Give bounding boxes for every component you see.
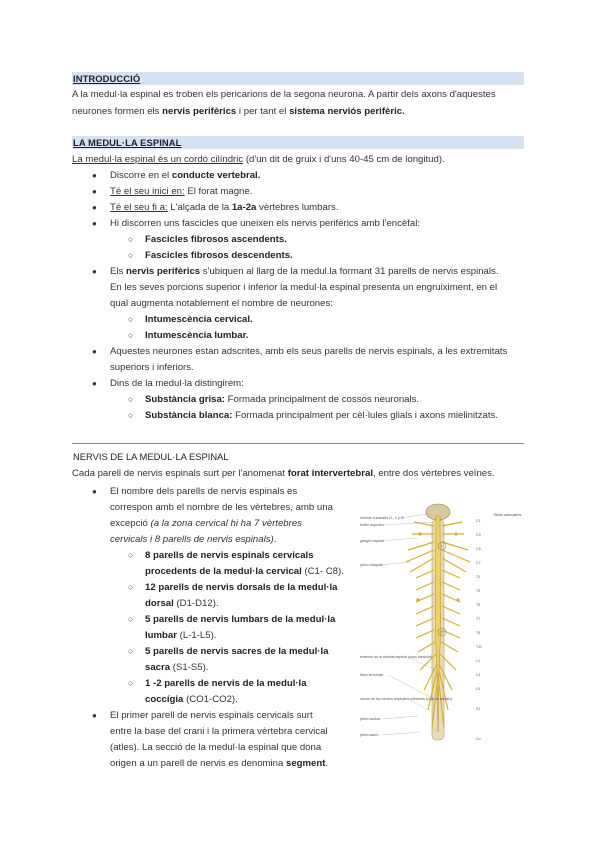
medulla-bullet-3: Té el seu fi a: L'alçada de la 1a-2a vèrtebres lumbars. [110,202,339,213]
bullet-icon: ● [92,219,97,228]
section-title-medulla: LA MEDUL·LA ESPINAL [73,137,182,148]
medulla-sub-6: Substància blanca: Formada principalment per cèl·lules glials i axons mielinitzats. [145,410,498,421]
nervis-bullet-2-line-4: origen a un parell de nervis es denomina segment. [110,758,329,769]
figure-label: plexo lumbar [360,717,381,721]
vertebra-label: L3 [476,673,480,677]
figure-label: plexo braquial [360,563,383,567]
nervis-bullet-1-line-2: correspon amb el nombre de les vèrtebres, amb una [110,502,333,513]
vertebra-label: Co [476,737,481,741]
bullet-icon: ● [92,347,97,356]
circle-bullet-icon: ○ [128,646,134,656]
figure-label: bulbo raquídeo [360,523,384,527]
figure-label: fibras radiculares [494,513,522,517]
medulla-definition: La medul·la espinal és un cordó cilíndric (d'un dit de gruix i d'uns 40-45 cm de longitud). [72,154,445,165]
nervis-sub-3: 5 parells de nervis lumbars de la medul·la [145,614,336,625]
figure-label: raíces de los nervios espinales inferiores (cola de caballo) [360,697,453,701]
medulla-sub-3: Intumescència cervical. [145,314,253,325]
vertebra-label: C5 [476,547,481,551]
figure-label: ganglio espinal [360,539,384,543]
bullet-icon: ● [92,267,97,276]
vertebra-label: S1 [476,707,481,711]
circle-bullet-icon: ○ [128,394,134,404]
circle-bullet-icon: ○ [128,330,134,340]
nervis-sub-1: 8 parells de nervis espinals cervicals [145,550,314,561]
vertebra-label: T7 [476,617,481,621]
figure-label: plexo sacro [360,733,379,737]
circle-bullet-icon: ○ [128,250,134,260]
circle-bullet-icon: ○ [128,410,134,420]
vertebra-label: T9 [476,631,481,635]
figure-mark: 1 [440,544,443,549]
nervis-sub-2-line-2: dorsal (D1-D12). [145,598,219,609]
medulla-bullet-5-line-3: qual augmenta notablement el nombre de neurones: [110,298,333,309]
medulla-bullet-2: Té el seu inici en: El forat magne. [110,186,253,197]
nervis-sub-5-line-2: coccígia (CO1-CO2). [145,694,238,705]
medulla-sub-4: Intumescència lumbar. [145,330,249,341]
intro-paragraph-line-2: neurones formen els nervis perifèrics i per tant el sistema nerviós perifèric. [72,106,405,117]
medulla-sub-5: Substància grisa: Formada principalment de cossos neuronals. [145,394,420,405]
nervis-sub-4: 5 parells de nervis sacres de la medul·la [145,646,329,657]
medulla-bullet-7: Dins de la medul·la distingirem: [110,378,244,389]
nervis-bullet-1-line-4: cervicals i 8 parells de nervis espinals). [110,534,277,545]
nervis-sub-2: 12 parells de nervis dorsals de la medul·la [145,582,338,593]
medulla-bullet-4: Hi discorren uns fascicles que uneixen els nervis perifèrics amb l'encèfal: [110,218,421,229]
vertebra-label: C3 [476,533,481,537]
nervis-sub-4-line-2: sacra (S1-S5). [145,662,209,673]
circle-bullet-icon: ○ [128,314,134,324]
nervis-sub-1-line-2: procedents de la medul·la cervical (C1- C8). [145,566,344,577]
nervis-bullet-1-line-3: excepció (a la zona cervical hi ha 7 vèrtebres [110,518,302,529]
vertebra-label: C7 [476,561,481,565]
section-title-intro: INTRODUCCIÓ [73,73,141,84]
spinal-cord-illustration [358,500,524,746]
medulla-sub-2: Fascicles fibrosos descendents. [145,250,293,261]
figure-label: nervios craneales IX, X y XI [360,516,405,520]
section-title-nervis: NERVIS DE LA MEDUL·LA ESPINAL [73,451,229,462]
nervis-sub-3-line-2: lumbar (L-1-L5). [145,630,217,641]
vertebra-label: L1 [476,659,480,663]
medulla-bullet-6-line-2: superiors i inferiors. [110,362,194,373]
bullet-icon: ● [92,379,97,388]
bullet-icon: ● [92,187,97,196]
vertebra-label: L5 [476,687,480,691]
circle-bullet-icon: ○ [128,234,134,244]
nervis-bullet-2-line-3: (atles). La secció de la medul·la espinal que dona [110,742,322,753]
figure-mark: 2 [440,630,443,635]
divider [72,443,524,444]
vertebra-label: T1 [476,575,481,579]
nervis-bullet-2: El primer parell de nervis espinals cervicals surt [110,710,313,721]
figure-label: extremo de la médula espinal (cono medular) [360,655,433,659]
bullet-icon: ● [92,203,97,212]
vertebra-label: T5 [476,603,481,607]
bullet-icon: ● [92,171,97,180]
bullet-icon: ● [92,711,97,720]
nervis-sub-5: 1 -2 parells de nervis de la medul·la [145,678,307,689]
vertebra-label: C1 [476,519,481,523]
nervis-paragraph: Cada parell de nervis espinals surt per l'anomenat forat intervertebral, entre dos vèrtebres veïnes. [72,468,495,479]
medulla-bullet-5-line-2: En les seves porcions superior i inferior la medul·la espinal presenta un engruiximent, en el [110,282,498,293]
medulla-sub-1: Fascicles fibrosos ascendents. [145,234,287,245]
circle-bullet-icon: ○ [128,678,134,688]
vertebra-label: T3 [476,589,481,593]
intro-paragraph-line-1: A la medul·la espinal es troben els pericarions de la segona neurona. A partir dels axons d'aquestes [72,89,496,100]
nervis-bullet-1: El nombre dels parells de nervis espinals es [110,486,298,497]
circle-bullet-icon: ○ [128,582,134,592]
medulla-bullet-5: Els nervis perifèrics s'ubiquen al llarg de la medul.la formant 31 parells de nervis espinals. [110,266,499,277]
circle-bullet-icon: ○ [128,614,134,624]
circle-bullet-icon: ○ [128,550,134,560]
figure-label: filum terminale [360,673,384,677]
bullet-icon: ● [92,487,97,496]
vertebra-label: T11 [476,645,482,649]
medulla-bullet-1: Discorre en el conducte vertebral. [110,170,261,181]
medulla-bullet-6: Aquestes neurones estan adscrites, amb els seus parells de nervis espinals, a les extremitats [110,346,508,357]
nervis-bullet-2-line-2: entre la base del crani i la primera vèrtebra cervical [110,726,328,737]
